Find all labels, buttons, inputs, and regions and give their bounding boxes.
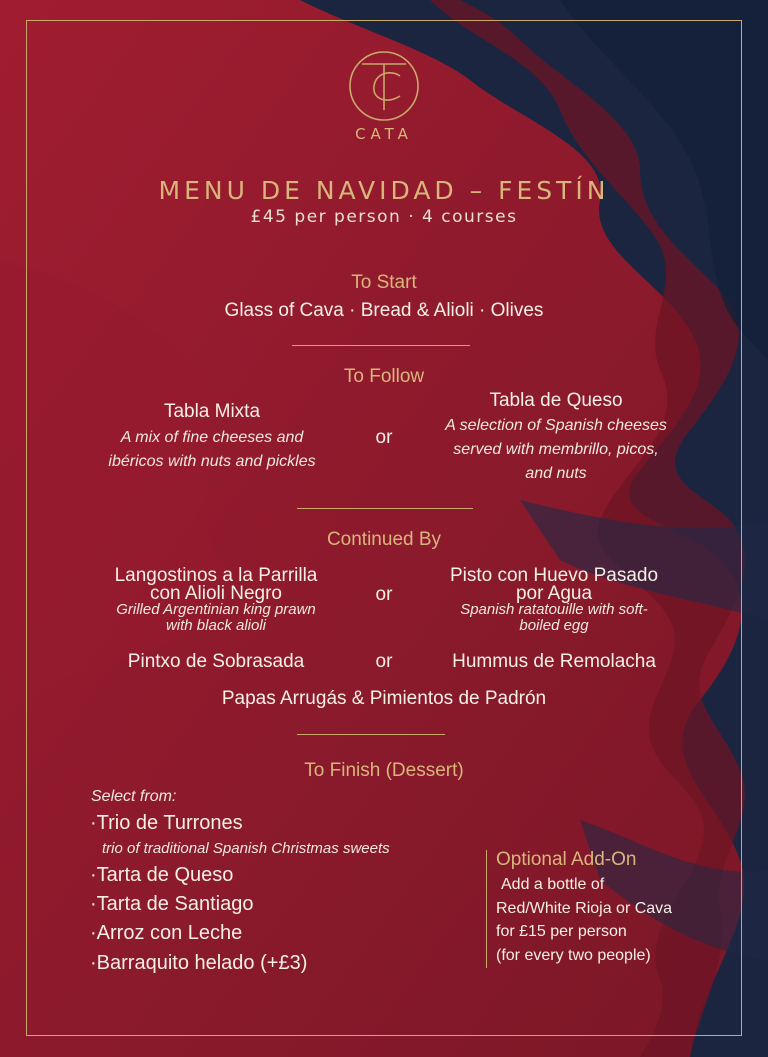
tabla-mixta-name: Tabla Mixta: [163, 401, 261, 422]
addon-divider: [486, 850, 487, 968]
tabla-queso-desc-2: served with membrillo, picos,: [453, 441, 659, 458]
addon-heading: Optional Add-On: [496, 849, 637, 870]
cata-monogram-logo: [348, 50, 420, 122]
pisto-desc-1: Spanish ratatouille with soft-: [460, 601, 648, 618]
addon-line-4: (for every two people): [496, 947, 651, 964]
langostinos-desc-2: with black alioli: [165, 617, 267, 634]
langostinos-name-1: Langostinos a la Parrilla: [114, 565, 318, 586]
tabla-queso-desc-1: A selection of Spanish cheeses: [445, 417, 667, 434]
dessert-item: ·Trio de Turrones: [90, 812, 243, 834]
section-to-start: To Start: [351, 272, 417, 293]
section-to-finish: To Finish (Dessert): [304, 760, 464, 781]
or-continued-2: or: [375, 651, 393, 672]
section-to-follow: To Follow: [343, 366, 425, 387]
dessert-item: ·Barraquito helado (+£3): [90, 952, 308, 974]
divider: [297, 508, 473, 509]
dessert-item: ·Tarta de Santiago: [90, 893, 254, 915]
langostinos-desc-1: Grilled Argentinian king prawn: [116, 601, 316, 618]
langostinos-name-2: con Alioli Negro: [149, 583, 283, 604]
tabla-queso-name: Tabla de Queso: [489, 390, 623, 411]
addon-line-1: Add a bottle of: [501, 876, 605, 893]
pintxo-sobrasada: Pintxo de Sobrasada: [127, 651, 305, 672]
select-from: Select from:: [91, 788, 177, 805]
dessert-item: ·Tarta de Queso: [90, 864, 234, 886]
tabla-queso-desc-3: and nuts: [525, 465, 587, 482]
or-continued-1: or: [375, 584, 393, 605]
menu-title: MENU DE NAVIDAD – FESTÍN: [158, 176, 610, 205]
tabla-mixta-desc-2: ibéricos with nuts and pickles: [108, 453, 316, 470]
section-continued-by: Continued By: [326, 529, 442, 550]
pisto-name-2: por Agua: [515, 583, 593, 604]
or-follow: or: [375, 427, 393, 448]
hummus-remolacha: Hummus de Remolacha: [452, 651, 656, 672]
addon-line-2: Red/White Rioja or Cava: [496, 900, 673, 917]
to-start-items: Glass of Cava · Bread & Alioli · Olives: [224, 300, 544, 321]
tabla-mixta-desc-1: A mix of fine cheeses and: [120, 429, 304, 446]
pisto-name-1: Pisto con Huevo Pasado: [449, 565, 659, 586]
trio-desc: trio of traditional Spanish Christmas sweets: [102, 840, 390, 857]
price-subtitle: £45 per person · 4 courses: [250, 207, 518, 227]
brand-name: CATA: [355, 125, 413, 143]
dessert-item: ·Arroz con Leche: [90, 922, 243, 944]
divider: [297, 734, 445, 735]
pisto-desc-2: boiled egg: [519, 617, 589, 634]
sides: Papas Arrugás & Pimientos de Padrón: [221, 688, 547, 709]
divider: [292, 345, 470, 346]
addon-line-3: for £15 per person: [496, 923, 627, 940]
